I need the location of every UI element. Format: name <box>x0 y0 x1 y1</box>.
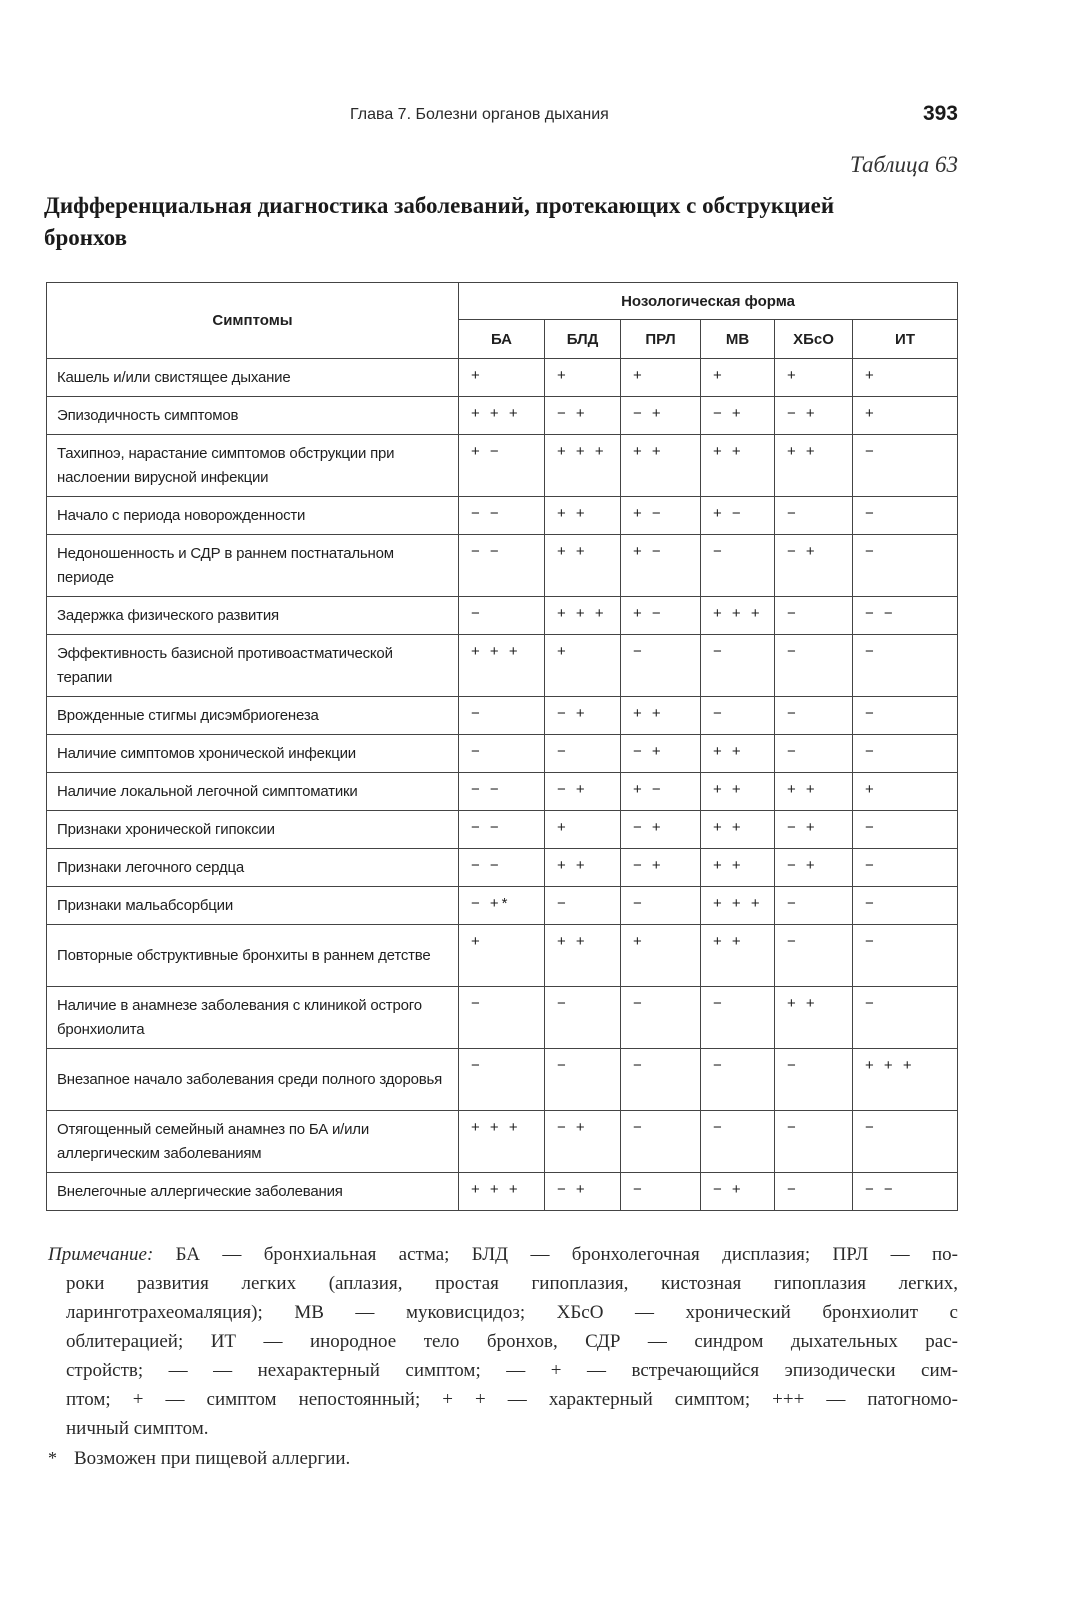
symptom-cell: Наличие симптомов хронической инфекции <box>47 735 459 773</box>
symptom-cell: Внезапное начало заболевания среди полного здоровья <box>47 1049 459 1111</box>
value-cell: + + + <box>701 887 775 925</box>
value-cell: − <box>701 635 775 697</box>
page-number: 393 <box>922 102 958 125</box>
value-cell: + − <box>701 497 775 535</box>
value-cell: − <box>621 1173 701 1211</box>
note-text: ничный симптом. <box>66 1418 209 1439</box>
value-cell: − <box>621 1111 701 1173</box>
table-row <box>47 811 958 849</box>
value-cell: − <box>775 925 853 987</box>
value-cell: − <box>701 987 775 1049</box>
footnote-mark: * <box>48 1448 57 1468</box>
value-cell: + <box>621 359 701 397</box>
symptom-cell: Признаки легочного сердца <box>47 849 459 887</box>
note-text: стройств; — — нехарактерный симптом; — + — встречающийся эпизодически сим- <box>66 1360 958 1381</box>
value-cell: + <box>621 925 701 987</box>
table-title: Дифференциальная диагностика заболеваний, протекающих с обструкцией бронхов <box>44 193 835 250</box>
column-header: ИТ <box>853 320 958 359</box>
note-line <box>48 1385 958 1414</box>
column-header: ПРЛ <box>621 320 701 359</box>
value-cell: − <box>775 887 853 925</box>
table-row <box>47 535 958 597</box>
value-cell: + − <box>621 497 701 535</box>
value-cell: − <box>545 987 621 1049</box>
symptoms-header: Симптомы <box>47 283 459 359</box>
value-cell: − − <box>459 535 545 597</box>
value-cell: − <box>853 697 958 735</box>
value-cell: − <box>459 597 545 635</box>
value-cell: − + <box>621 849 701 887</box>
value-cell: − <box>621 1049 701 1111</box>
table-row <box>47 359 958 397</box>
value-cell: + + <box>545 925 621 987</box>
value-cell: − <box>853 535 958 597</box>
value-cell: − <box>775 697 853 735</box>
value-cell: − + <box>621 397 701 435</box>
table-row <box>47 773 958 811</box>
value-cell: + + <box>701 849 775 887</box>
table-body <box>47 359 958 1211</box>
table-row <box>47 1049 958 1111</box>
value-cell: + + <box>775 987 853 1049</box>
symptom-cell: Признаки мальабсорбции <box>47 887 459 925</box>
table-row <box>47 849 958 887</box>
value-cell: + + + <box>459 1173 545 1211</box>
value-cell: + + + <box>545 435 621 497</box>
value-cell: − − <box>853 597 958 635</box>
table-row <box>47 397 958 435</box>
value-cell: − <box>775 735 853 773</box>
value-cell: + <box>853 397 958 435</box>
value-cell: − <box>775 1111 853 1173</box>
table-row <box>47 987 958 1049</box>
table-row <box>47 435 958 497</box>
table-number: Таблица 63 <box>849 152 958 177</box>
value-cell: + + <box>545 849 621 887</box>
table-row <box>47 735 958 773</box>
value-cell: + + <box>545 497 621 535</box>
value-cell: − <box>701 1111 775 1173</box>
value-cell: + + <box>775 435 853 497</box>
value-cell: − <box>459 735 545 773</box>
symptom-cell: Начало с периода новорожденности <box>47 497 459 535</box>
value-cell: − <box>853 987 958 1049</box>
value-cell: − <box>853 811 958 849</box>
table-row <box>47 697 958 735</box>
value-cell: + + <box>775 773 853 811</box>
chapter-title: Глава 7. Болезни органов дыхания <box>350 106 609 123</box>
value-cell: − <box>621 635 701 697</box>
value-cell: + + <box>701 811 775 849</box>
symptom-cell: Признаки хронической гипоксии <box>47 811 459 849</box>
value-cell: − − <box>459 849 545 887</box>
value-cell: + + + <box>459 397 545 435</box>
value-cell: − + <box>545 397 621 435</box>
value-cell: − <box>853 925 958 987</box>
symptom-cell: Тахипноэ, нарастание симптомов обструкции при наслоении вирусной инфекции <box>47 435 459 497</box>
value-cell: − <box>853 735 958 773</box>
value-cell: − <box>775 635 853 697</box>
note-label: Примечание: <box>48 1244 154 1265</box>
symptom-cell: Наличие локальной легочной симптоматики <box>47 773 459 811</box>
value-cell: − <box>775 497 853 535</box>
value-cell: + <box>545 811 621 849</box>
symptom-cell: Повторные обструктивные бронхиты в раннем детстве <box>47 925 459 987</box>
column-header: МВ <box>701 320 775 359</box>
column-header: БЛД <box>545 320 621 359</box>
value-cell: + + <box>701 925 775 987</box>
value-cell: + − <box>459 435 545 497</box>
value-cell: − <box>775 1049 853 1111</box>
nosological-form-header: Нозологическая форма <box>459 283 958 320</box>
value-cell: + + <box>701 773 775 811</box>
note-text: роки развития легких (аплазия, простая гипоплазия, кистозная гипоплазия легких, <box>66 1273 958 1294</box>
footnote-text: Возможен при пищевой аллергии. <box>74 1448 351 1469</box>
value-cell: − <box>701 535 775 597</box>
table-row <box>47 497 958 535</box>
symptom-cell: Врожденные стигмы дисэмбриогенеза <box>47 697 459 735</box>
symptom-cell: Внелегочные аллергические заболевания <box>47 1173 459 1211</box>
note-line <box>48 1269 958 1298</box>
value-cell: − <box>853 1111 958 1173</box>
value-cell: − <box>775 1173 853 1211</box>
symptom-cell: Эпизодичность симптомов <box>47 397 459 435</box>
table-row <box>47 597 958 635</box>
value-cell: + − <box>621 773 701 811</box>
value-cell: − − <box>853 1173 958 1211</box>
value-cell: − <box>701 1049 775 1111</box>
value-cell: − <box>621 887 701 925</box>
value-cell: − + <box>775 849 853 887</box>
value-cell: − <box>459 987 545 1049</box>
column-header: БА <box>459 320 545 359</box>
value-cell: − + <box>701 1173 775 1211</box>
value-cell: + + + <box>545 597 621 635</box>
differential-diagnosis-table <box>46 282 958 1211</box>
value-cell: + + <box>621 435 701 497</box>
value-cell: + <box>853 359 958 397</box>
value-cell: + <box>545 359 621 397</box>
value-cell: − <box>853 635 958 697</box>
value-cell: + + + <box>701 597 775 635</box>
table-row <box>47 1173 958 1211</box>
value-cell: − − <box>459 811 545 849</box>
symptom-cell: Задержка физического развития <box>47 597 459 635</box>
footnote <box>48 1448 350 1470</box>
value-cell: + + + <box>853 1049 958 1111</box>
column-header: ХБсО <box>775 320 853 359</box>
value-cell: − <box>853 435 958 497</box>
note-text: ларинготрахеомаляция); МВ — муковисцидоз; ХБсО — хронический бронхиолит с <box>66 1302 958 1323</box>
value-cell: − + <box>621 735 701 773</box>
note-line <box>48 1298 958 1327</box>
value-cell: + <box>545 635 621 697</box>
value-cell: − <box>775 597 853 635</box>
running-head <box>350 102 958 132</box>
note-line <box>48 1356 958 1385</box>
symptom-cell: Отягощенный семейный анамнез по БА и/или аллергическим заболеваниям <box>47 1111 459 1173</box>
note-line <box>48 1414 958 1443</box>
value-cell: + + <box>545 535 621 597</box>
symptom-cell: Наличие в анамнезе заболевания с клиникой острого бронхиолита <box>47 987 459 1049</box>
value-cell: − + <box>775 535 853 597</box>
value-cell: + + <box>701 735 775 773</box>
value-cell: + <box>459 925 545 987</box>
note-line <box>48 1240 958 1269</box>
value-cell: − − <box>459 773 545 811</box>
symptom-cell: Недоношенность и СДР в раннем постнатальном периоде <box>47 535 459 597</box>
value-cell: − + <box>621 811 701 849</box>
note-text: БА — бронхиальная астма; БЛД — бронхолегочная дисплазия; ПРЛ — по- <box>175 1244 959 1265</box>
value-cell: + <box>701 359 775 397</box>
value-cell: − + <box>701 397 775 435</box>
value-cell: + <box>853 773 958 811</box>
value-cell: + + <box>621 697 701 735</box>
value-cell: − + <box>775 397 853 435</box>
value-cell: − <box>459 697 545 735</box>
table-row <box>47 635 958 697</box>
value-cell: − + <box>545 1111 621 1173</box>
value-cell: − <box>545 735 621 773</box>
value-cell: − − <box>459 497 545 535</box>
value-cell: − <box>545 887 621 925</box>
value-cell: − +* <box>459 887 545 925</box>
note-line <box>48 1327 958 1356</box>
note-text: облитерацией; ИТ — инородное тело бронхов, СДР — синдром дыхательных рас- <box>66 1331 958 1352</box>
value-cell: − <box>853 849 958 887</box>
value-cell: − <box>853 887 958 925</box>
table-row <box>47 1111 958 1173</box>
note-text: птом; + — симптом непостоянный; + + — характерный симптом; +++ — патогномо- <box>66 1389 958 1410</box>
value-cell: − + <box>545 1173 621 1211</box>
value-cell: − <box>853 497 958 535</box>
value-cell: − <box>701 697 775 735</box>
value-cell: − <box>545 1049 621 1111</box>
table-row <box>47 925 958 987</box>
value-cell: + <box>775 359 853 397</box>
value-cell: + − <box>621 597 701 635</box>
value-cell: + + + <box>459 635 545 697</box>
value-cell: − + <box>775 811 853 849</box>
symptom-cell: Кашель и/или свистящее дыхание <box>47 359 459 397</box>
table-row <box>47 887 958 925</box>
value-cell: − <box>459 1049 545 1111</box>
value-cell: + + <box>701 435 775 497</box>
note-paragraph <box>48 1240 958 1443</box>
value-cell: − + <box>545 697 621 735</box>
value-cell: + + + <box>459 1111 545 1173</box>
value-cell: − <box>621 987 701 1049</box>
value-cell: + − <box>621 535 701 597</box>
value-cell: + <box>459 359 545 397</box>
symptom-cell: Эффективность базисной противоастматической терапии <box>47 635 459 697</box>
value-cell: − + <box>545 773 621 811</box>
